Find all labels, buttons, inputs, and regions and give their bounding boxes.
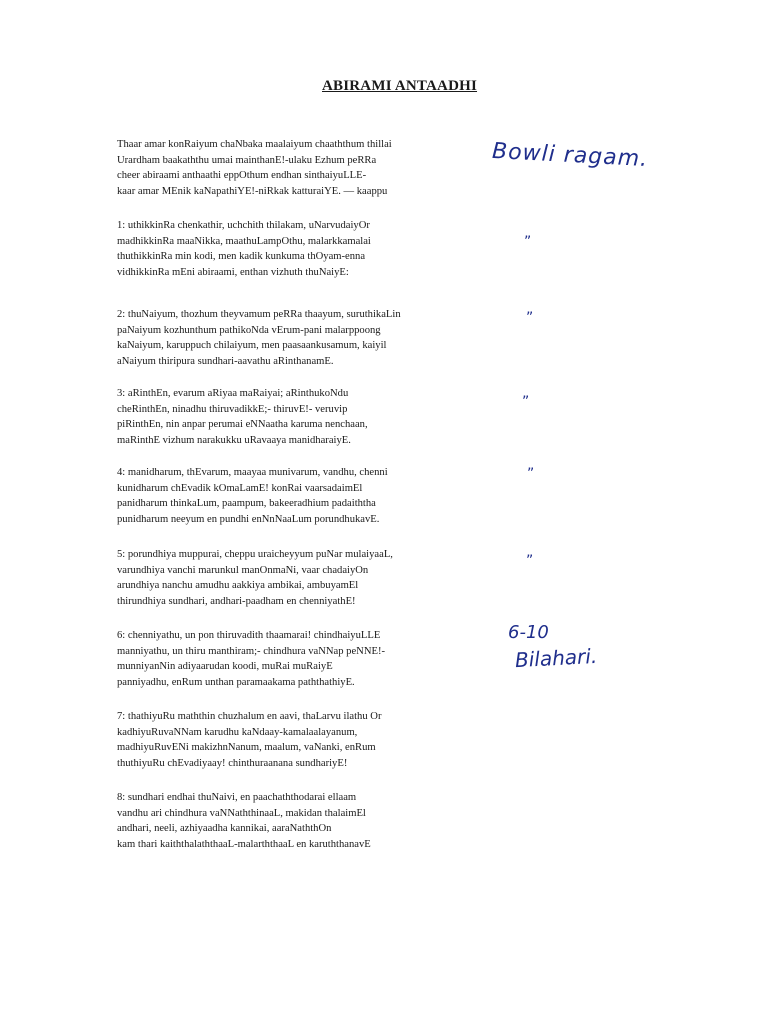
verse-line: manniyathu, un thiru manthiram;- chindhura vaNNap peNNE!- bbox=[117, 645, 386, 657]
verse-line: vidhikkinRa mEni abiraami, enthan vizhuth thuNaiyE: bbox=[117, 266, 349, 278]
verse-line: arundhiya nanchu amudhu aakkiya ambikai, ambuyamEl bbox=[117, 580, 359, 592]
stanza-7 bbox=[117, 709, 477, 771]
verse-line: paNaiyum kozhunthum pathikoNda vErum-pani malarppoong bbox=[117, 324, 381, 336]
verse-line: madhiyuRuvENi makizhnNanum, maalum, vaNanki, enRum bbox=[117, 742, 376, 754]
verse-line: kam thari kaiththalaththaaL-malarththaaL en karuththanavE bbox=[117, 838, 371, 850]
verse-line: piRinthEn, nin anpar perumai eNNaatha karuma nenchaan, bbox=[117, 419, 368, 431]
ditto-mark: ” bbox=[522, 394, 529, 410]
verse-line: 2: thuNaiyum, thozhum theyvamum peRRa thaayum, suruthikaLin bbox=[117, 309, 401, 320]
verse-line: 7: thathiyuRu maththin chuzhalum en aavi, thaLarvu ilathu Or bbox=[117, 711, 382, 722]
verse-line: cheRinthEn, ninadhu thiruvadikkE;- thiruvE!- veruvip bbox=[117, 403, 348, 415]
verse-line: 8: sundhari endhai thuNaivi, en paachaththodarai ellaam bbox=[117, 792, 357, 803]
verse-line: kaar amar MEnik kaNapathiYE!-niRkak katturaiYE. — kaappu bbox=[117, 185, 388, 197]
verse-line: varundhiya vanchi marunkul manOnmaNi, vaar chadaiyOn bbox=[117, 564, 369, 576]
stanza-3 bbox=[117, 386, 477, 448]
handwritten-raga-note: Bowli ragam. bbox=[491, 138, 649, 173]
verse-line: 5: porundhiya muppurai, cheppu uraicheyyum puNar mulaiyaaL, bbox=[117, 549, 393, 560]
verse-line: thuthiyuRu chEvadiyaay! chinthuraanana sundhariyE! bbox=[117, 757, 348, 769]
ditto-mark: ” bbox=[527, 466, 534, 482]
verse-line: panidharum thinkaLum, paampum, bakeeradhium padaiththa bbox=[117, 498, 376, 510]
stanza-1 bbox=[117, 218, 477, 280]
verse-line: kaNaiyum, karuppuch chilaiyum, men paasaankusamum, kaiyil bbox=[117, 340, 387, 352]
verse-line: vandhu ari chindhura vaNNaththinaaL, makidan thalaimEl bbox=[117, 807, 366, 819]
verse-line: kunidharum chEvadik kOmaLamE! konRai vaarsadaimEl bbox=[117, 482, 363, 494]
verse-line: andhari, neeli, azhiyaadha kannikai, aaraNaththOn bbox=[117, 823, 332, 835]
stanza-8 bbox=[117, 790, 477, 852]
verse-line: madhikkinRa maaNikka, maathuLampOthu, malarkkamalai bbox=[117, 235, 371, 247]
verse-line: punidharum neeyum en pundhi enNnNaaLum porundhukavE. bbox=[117, 513, 380, 525]
verse-line: maRinthE vizhum narakukku uRavaaya manidharaiyE. bbox=[117, 434, 351, 446]
ditto-mark: ” bbox=[526, 553, 533, 569]
stanza-6 bbox=[117, 628, 477, 690]
verse-line: kadhiyuRuvaNNam karudhu kaNdaay-kamalaalayanum, bbox=[117, 726, 358, 738]
verse-line: cheer abiraami anthaathi eppOthum endhan sinthaiyuLLE- bbox=[117, 170, 367, 182]
verse-line: aNaiyum thiripura sundhari-aavathu aRinthanamE. bbox=[117, 355, 334, 367]
stanza-2 bbox=[117, 307, 477, 369]
stanza-4 bbox=[117, 465, 477, 527]
verse-line: Thaar amar konRaiyum chaNbaka maalaiyum chaaththum thillai bbox=[117, 139, 392, 150]
verse-line: Urardham baakaththu umai mainthanE!-ulaku Ezhum peRRa bbox=[117, 154, 377, 166]
verse-line: 1: uthikkinRa chenkathir, uchchith thilakam, uNarvudaiyOr bbox=[117, 220, 370, 231]
verse-line: thuthikkinRa min kodi, men kadik kunkuma thOyam-enna bbox=[117, 251, 366, 263]
ditto-mark: ” bbox=[526, 310, 533, 326]
handwritten-verse-range: 6-10 bbox=[508, 622, 549, 643]
verse-line: 3: aRinthEn, evarum aRiyaa maRaiyai; aRinthukoNdu bbox=[117, 388, 349, 399]
verse-line: 6: chenniyathu, un pon thiruvadith thaamarai! chindhaiyuLLE bbox=[117, 630, 381, 641]
verse-line: thirundhiya sundhari, andhari-paadham en chenniyathE! bbox=[117, 595, 356, 607]
stanza-kaappu bbox=[117, 137, 477, 199]
verse-line: munniyanNin adiyaarudan koodi, muRai muRaiyE bbox=[117, 661, 333, 673]
verse-line: 4: manidharum, thEvarum, maayaa munivarum, vandhu, chenni bbox=[117, 467, 388, 478]
handwritten-raga-note-2: Bilahari. bbox=[514, 643, 598, 673]
page-title: ABIRAMI ANTAADHI bbox=[322, 78, 478, 94]
verse-line: panniyadhu, enRum unthan paramaakama paththathiyE. bbox=[117, 676, 355, 688]
ditto-mark: ” bbox=[524, 234, 531, 250]
stanza-5 bbox=[117, 547, 477, 609]
